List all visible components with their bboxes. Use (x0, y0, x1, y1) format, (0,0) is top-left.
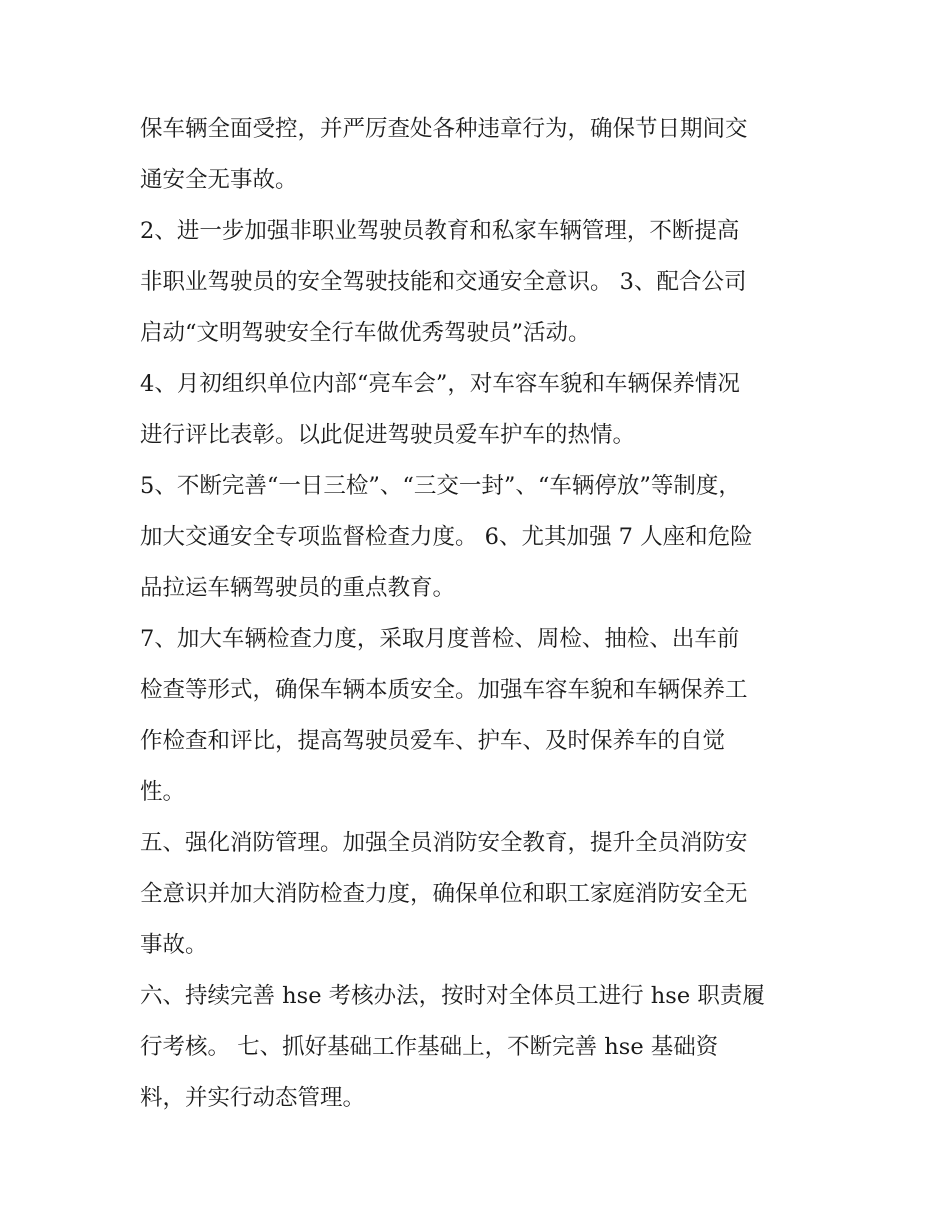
text-line: 事故。 (140, 932, 208, 958)
text-line: 保车辆全面受控，并严厉查处各种违章行为，确保节日期间交 (140, 116, 748, 142)
text-line: 加大交通安全专项监督检查力度。 6、尤其加强 7 人座和危险 (140, 524, 753, 550)
text-line: 行考核。 七、抓好基础工作基础上，不断完善 hse 基础资 (140, 1034, 719, 1060)
text-line: 7、加大车辆检查力度，采取月度普检、周检、抽检、出车前 (140, 626, 740, 652)
text-line: 2、进一步加强非职业驾驶员教育和私家车辆管理，不断提高 (140, 218, 740, 244)
text-line: 作检查和评比，提高驾驶员爱车、护车、及时保养车的自觉 (140, 728, 726, 754)
text-line: 非职业驾驶员的安全驾驶技能和交通安全意识。 3、配合公司 (140, 269, 747, 295)
text-line: 品拉运车辆驾驶员的重点教育。 (140, 575, 456, 601)
text-line: 六、持续完善 hse 考核办法，按时对全体员工进行 hse 职责履 (140, 983, 765, 1009)
text-line: 五、强化消防管理。加强全员消防安全教育，提升全员消防安 (140, 830, 748, 856)
text-line: 料，并实行动态管理。 (140, 1085, 366, 1111)
text-line: 4、月初组织单位内部“亮车会”，对车容车貌和车辆保养情况 (140, 371, 740, 397)
text-line: 全意识并加大消防检查力度，确保单位和职工家庭消防安全无 (140, 881, 748, 907)
text-line: 进行评比表彰。以此促进驾驶员爱车护车的热情。 (140, 422, 636, 448)
text-line: 通安全无事故。 (140, 167, 298, 193)
text-line: 启动“文明驾驶安全行车做优秀驾驶员”活动。 (140, 320, 591, 346)
body-text (140, 104, 820, 1124)
text-line: 性。 (140, 779, 186, 805)
text-line: 检查等形式，确保车辆本质安全。加强车容车貌和车辆保养工 (140, 677, 748, 703)
text-line: 5、不断完善“一日三检”、“三交一封”、“车辆停放”等制度， (140, 473, 741, 499)
